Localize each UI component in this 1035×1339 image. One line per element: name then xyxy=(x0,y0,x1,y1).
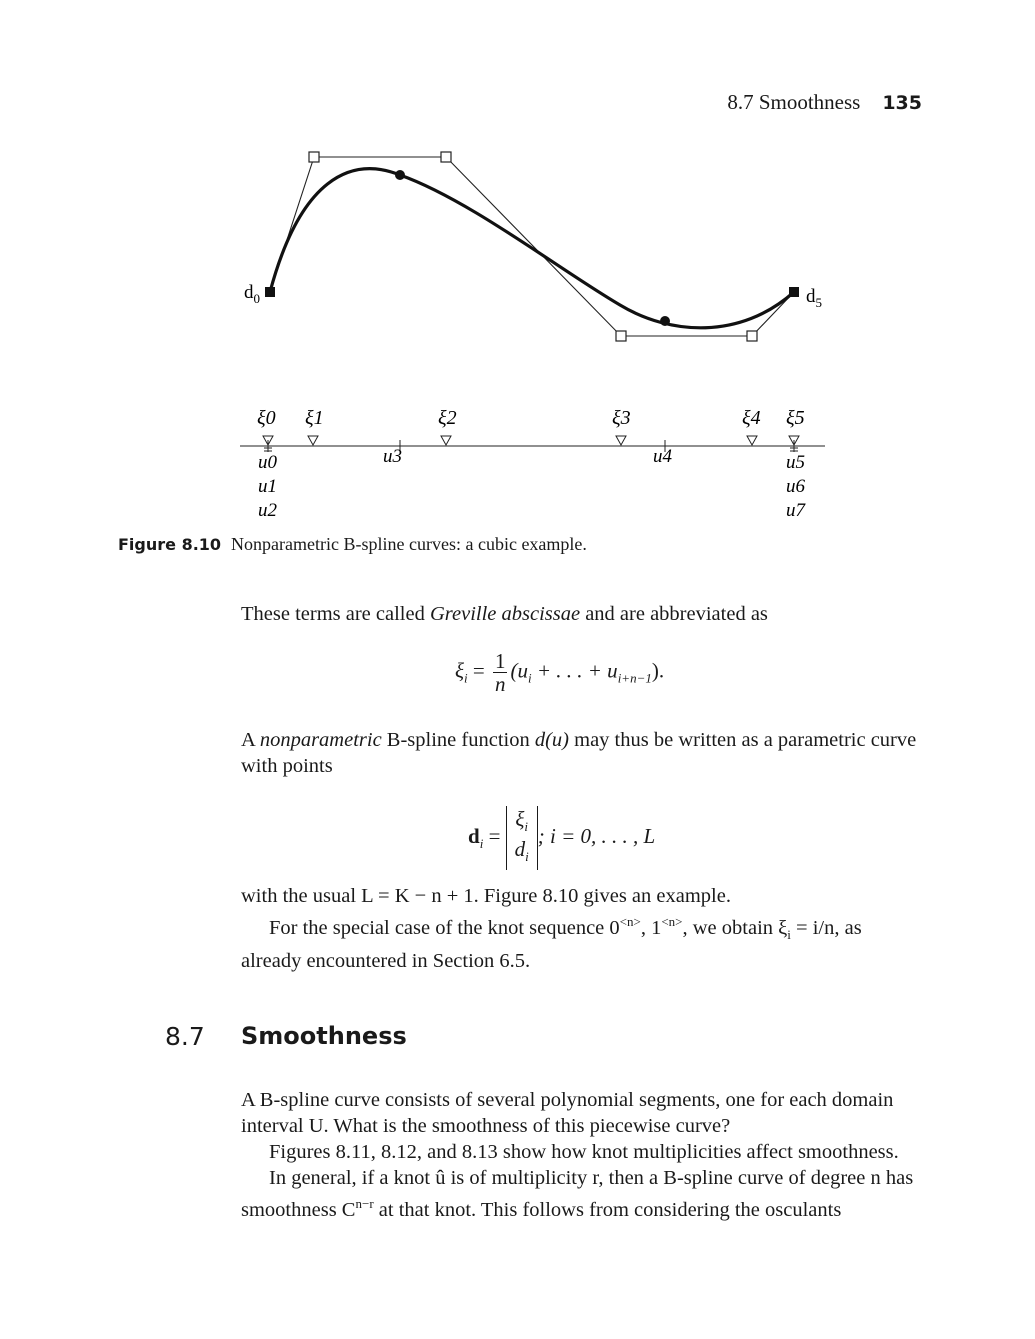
control-point-d1 xyxy=(309,152,319,162)
paragraph-usual: with the usual L = K − n + 1. Figure 8.10 gives an example. For the special case of the knot sequence $0^{<n>}$, $1^{<n>}$, we obtain $\xi_i = i/n$, as already encountered in Section 6.5. xyxy=(241,885,862,972)
control-point-d5 xyxy=(789,287,799,297)
figure-caption-text: Nonparametric B-spline curves: a cubic example. xyxy=(231,534,587,554)
greville-marker-3 xyxy=(616,436,626,445)
knot-label-u2: u2 xyxy=(258,500,277,521)
knot-label-u6: u6 xyxy=(786,476,805,497)
label-d0: $d_0$ xyxy=(244,282,260,306)
control-point-d2 xyxy=(441,152,451,162)
greville-label-0: ξ0 xyxy=(257,407,276,429)
page-number: 135 xyxy=(882,92,922,114)
bspline-figure xyxy=(0,0,1035,560)
equation-points: $d_i$ = $\xi_i$ $d_i$ ; i = 0, . . . , L xyxy=(468,806,655,870)
greville-marker-2 xyxy=(441,436,451,445)
knot-label-u7: u7 xyxy=(786,500,805,521)
figure-caption xyxy=(118,534,587,555)
equation-greville: $\xi_i$ = $\frac{1}{n}$ ($u_i$ + . . . + $u_{i+n-1}$). xyxy=(455,649,665,696)
section-number: 8.7 xyxy=(165,1022,205,1051)
control-point-d0 xyxy=(265,287,275,297)
knot-label-u4: u4 xyxy=(653,446,672,467)
greville-label-4: ξ4 xyxy=(742,407,761,429)
greville-label-1: ξ1 xyxy=(305,407,324,429)
paragraph-smoothness: A B-spline curve consists of several polynomial segments, one for each domain interval U. What is the smoothness of this piecewise curve? Figures 8.11, 8.12, and 8.13 show how knot multiplicities affect smoothness. In general, if a knot û is of multiplicity r, then a B-spline curve of degree n has smoothness $C^{n-r}$ at that knot. This follows from considering the osculants xyxy=(241,1089,914,1221)
running-head-section: 8.7 Smoothness xyxy=(727,90,861,114)
label-d5: $d_5$ xyxy=(806,286,822,310)
junction-point-2 xyxy=(660,316,670,326)
paragraph-greville: These terms are called Greville abscissae and are abbreviated as xyxy=(241,603,768,625)
bspline-curve xyxy=(270,169,794,328)
greville-marker-1 xyxy=(308,436,318,445)
knot-label-u0: u0 xyxy=(258,452,277,473)
greville-label-5: ξ5 xyxy=(786,407,805,429)
knot-label-u5: u5 xyxy=(786,452,805,473)
knot-label-u3: u3 xyxy=(383,446,402,467)
figure-caption-label: Figure 8.10 xyxy=(118,535,222,554)
section-title: Smoothness xyxy=(241,1022,407,1050)
greville-marker-4 xyxy=(747,436,757,445)
knot-label-u1: u1 xyxy=(258,476,277,497)
greville-label-2: ξ2 xyxy=(438,407,457,429)
control-point-d3 xyxy=(616,331,626,341)
greville-label-3: ξ3 xyxy=(612,407,631,429)
junction-point-1 xyxy=(395,170,405,180)
control-point-d4 xyxy=(747,331,757,341)
paragraph-nonparametric: A nonparametric B-spline function d(u) may thus be written as a parametric curve with points xyxy=(241,729,917,777)
